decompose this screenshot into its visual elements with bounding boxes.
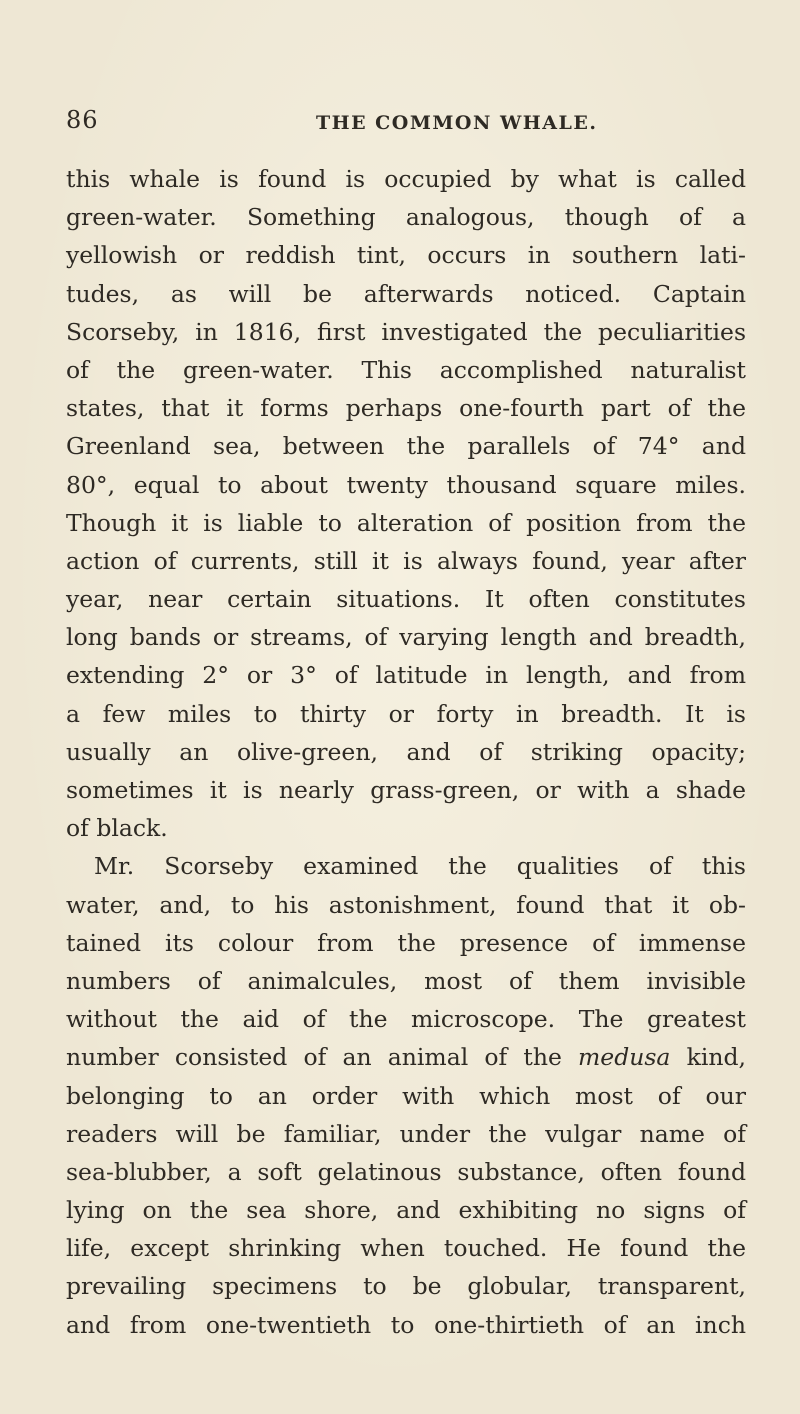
- text-line: this whale is found is occupied by what is called: [66, 165, 746, 193]
- body-text: [66, 160, 746, 1344]
- text-line: water, and, to his astonishment, found that it ob-: [66, 890, 746, 919]
- text-line: tudes, as will be afterwards noticed. Captain: [66, 279, 746, 308]
- text-line: Scorseby, in 1816, first investigated the peculiarities: [66, 317, 746, 346]
- text-line: without the aid of the microscope. The greatest: [66, 1005, 746, 1034]
- text-line: Though it is liable to alteration of position from the: [66, 508, 746, 537]
- text-line: lying on the sea shore, and exhibiting no signs of: [66, 1196, 746, 1225]
- page-number: 86: [66, 106, 99, 134]
- text-line: green-water. Something analogous, though of a: [66, 203, 746, 232]
- running-title: THE COMMON WHALE.: [316, 112, 598, 134]
- text-line: sometimes it is nearly grass-green, or with a shade: [66, 776, 746, 804]
- text-line-medusa: [66, 1038, 746, 1076]
- text-line: Greenland sea, between the parallels of 74° and: [66, 432, 746, 461]
- text-line: 80°, equal to about twenty thousand square miles.: [66, 470, 746, 499]
- text-line: action of currents, still it is always found, year after: [66, 546, 746, 575]
- italic-word: medusa: [578, 1043, 671, 1072]
- text-line: numbers of animalcules, most of them invisible: [66, 966, 746, 995]
- text-line: states, that it forms perhaps one-fourth part of the: [66, 394, 746, 423]
- text-line: Mr. Scorseby examined the qualities of this: [94, 852, 746, 881]
- text-line: of the green-water. This accomplished naturalist: [66, 355, 746, 384]
- text-line: prevailing specimens to be globular, transparent,: [66, 1272, 746, 1301]
- text-line: sea-blubber, a soft gelatinous substance, often found: [66, 1157, 746, 1186]
- text-line: usually an olive-green, and of striking opacity;: [66, 737, 746, 766]
- text-line: of black.: [66, 814, 168, 843]
- text-line: tained its colour from the presence of immense: [66, 928, 746, 957]
- text-line: yellowish or reddish tint, occurs in southern lati-: [66, 241, 746, 270]
- text-line: a few miles to thirty or forty in breadth. It is: [66, 699, 746, 728]
- running-head: [66, 106, 756, 146]
- text-line: life, except shrinking when touched. He found the: [66, 1234, 746, 1263]
- text-line: belonging to an order with which most of our: [66, 1081, 746, 1110]
- text-line: year, near certain situations. It often constitutes: [66, 585, 746, 614]
- text-line: and from one-twentieth to one-thirtieth of an inch: [66, 1310, 746, 1339]
- text-line: readers will be familiar, under the vulgar name of: [66, 1119, 746, 1148]
- text-segment: kind,: [670, 1043, 746, 1072]
- text-line: extending 2° or 3° of latitude in length, and from: [66, 661, 746, 690]
- text-segment: number consisted of an animal of the: [66, 1043, 578, 1072]
- text-line: long bands or streams, of varying length and breadth,: [66, 623, 746, 652]
